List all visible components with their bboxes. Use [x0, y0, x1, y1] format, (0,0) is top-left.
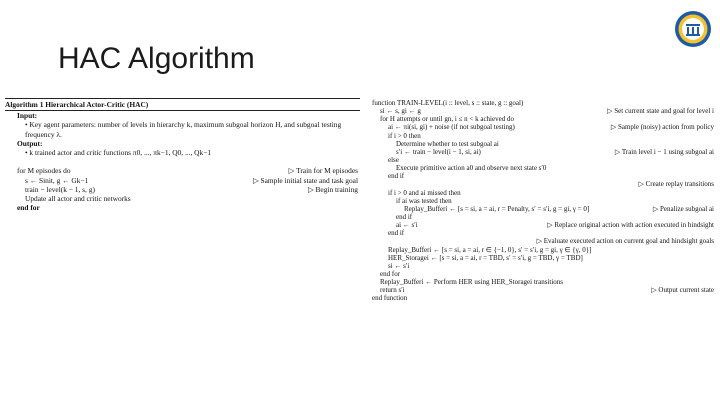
code-text: Execute primitive action a0 and observe next state s′0	[396, 164, 547, 173]
code-text: end if	[388, 229, 405, 238]
loop-comment: ▷ Train for M episodes	[288, 166, 358, 176]
code-text: si ← s′i	[388, 261, 410, 270]
output-label: Output:	[17, 138, 43, 148]
code-line	[372, 189, 716, 197]
code-line	[372, 164, 716, 172]
code-text: ai ← πi(si, gi) + noise (if not subgoal testing)	[388, 123, 515, 132]
code-text: if i > 0 and ai missed then	[388, 188, 461, 197]
code-text: end function	[372, 294, 408, 303]
code-line	[372, 294, 716, 302]
train-level-function-panel	[372, 99, 716, 303]
code-comment: ▷ Output current state	[651, 286, 714, 295]
code-comment: ▷ Evaluate executed action on current goal and hindsight goals	[536, 237, 714, 246]
code-line	[372, 254, 716, 262]
code-text	[372, 237, 388, 245]
code-line	[372, 213, 716, 221]
train-comment: ▷ Begin training	[307, 184, 358, 194]
init-line: s ← Sinit, g ← Gk−1	[25, 175, 89, 185]
code-line	[372, 156, 716, 164]
code-line	[372, 270, 716, 278]
code-comment: ▷ Set current state and goal for level i	[607, 107, 714, 116]
code-line	[372, 246, 716, 254]
code-line	[372, 221, 716, 229]
train-line: train − level(k − 1, s, g)	[25, 184, 95, 194]
code-text: si ← s, gi ← g	[380, 107, 421, 116]
algorithm-1-header: Algorithm 1 Hierarchical Actor-Critic (HAC)	[5, 100, 149, 109]
code-text: end if	[388, 172, 405, 181]
code-line	[372, 278, 716, 286]
end-for-line: end for	[17, 203, 40, 213]
code-line	[372, 229, 716, 237]
update-line: Update all actor and critic networks	[25, 193, 131, 203]
code-text: Replay_Bufferi ← Perform HER using HER_Storagei transitions	[380, 278, 564, 287]
code-line	[372, 99, 716, 107]
code-comment: ▷ Sample (noisy) action from policy	[610, 123, 714, 132]
code-text: Replay_Bufferi ← [s = si, a = ai, r ∈ {−1, 0}, s′ = s′i, g = gi, γ ∈ {γ, 0}]	[388, 245, 592, 254]
code-line	[372, 132, 716, 140]
output-text: • k trained actor and critic functions π0, ..., πk−1, Q0, ..., Qk−1	[25, 147, 212, 157]
slide-title: HAC Algorithm	[58, 42, 255, 75]
code-line	[372, 148, 716, 156]
init-comment: ▷ Sample initial state and task goal	[252, 175, 358, 185]
code-comment: ▷ Replace original action with action executed in hindsight	[547, 221, 714, 230]
code-text: s′i ← train − level(i − 1, si, ai)	[396, 147, 481, 156]
code-line	[372, 107, 716, 115]
code-line	[372, 140, 716, 148]
code-line	[372, 197, 716, 205]
code-comment: ▷ Penalize subgoal ai	[652, 204, 714, 213]
code-line	[372, 237, 716, 245]
code-text: function TRAIN-LEVEL(i :: level, s :: state, g :: goal)	[372, 99, 524, 107]
code-line	[372, 115, 716, 123]
code-text: return s′i	[380, 286, 405, 295]
code-text: for H attempts or until gn, i ≤ n < k achieved do	[380, 115, 514, 124]
code-line	[372, 205, 716, 213]
code-text: ai ← s′i	[396, 221, 418, 230]
university-seal-logo	[674, 10, 712, 48]
code-text: end for	[380, 269, 401, 278]
loop-line: for M episodes do	[17, 166, 71, 176]
code-text: if i > 0 then	[388, 131, 421, 140]
code-line	[372, 180, 716, 188]
code-comment: ▷ Create replay transitions	[638, 180, 714, 189]
input-text: • Key agent parameters: number of levels in hierarchy k, maximum subgoal horizon H, and subgoal testing frequency λ.	[25, 120, 342, 139]
code-comment: ▷ Train level i − 1 using subgoal ai	[614, 147, 714, 156]
code-text: end if	[396, 212, 413, 221]
input-label: Input:	[17, 111, 38, 121]
code-text: Replay_Bufferi ← [s = si, a = ai, r = Penalty, s′ = s′i, g = gi, γ = 0]	[404, 204, 590, 213]
code-text	[372, 180, 388, 188]
code-line	[372, 262, 716, 270]
code-text: if ai was tested then	[396, 196, 452, 205]
code-line	[372, 172, 716, 180]
code-text: Determine whether to test subgoal ai	[396, 139, 499, 148]
algorithm-1-panel	[5, 98, 360, 212]
code-text: else	[388, 155, 399, 164]
code-line	[372, 286, 716, 294]
code-text: HER_Storagei ← [s = si, a = ai, r = TBD, s′ = s′i, g = TBD, γ = TBD]	[388, 253, 583, 262]
code-line	[372, 123, 716, 131]
